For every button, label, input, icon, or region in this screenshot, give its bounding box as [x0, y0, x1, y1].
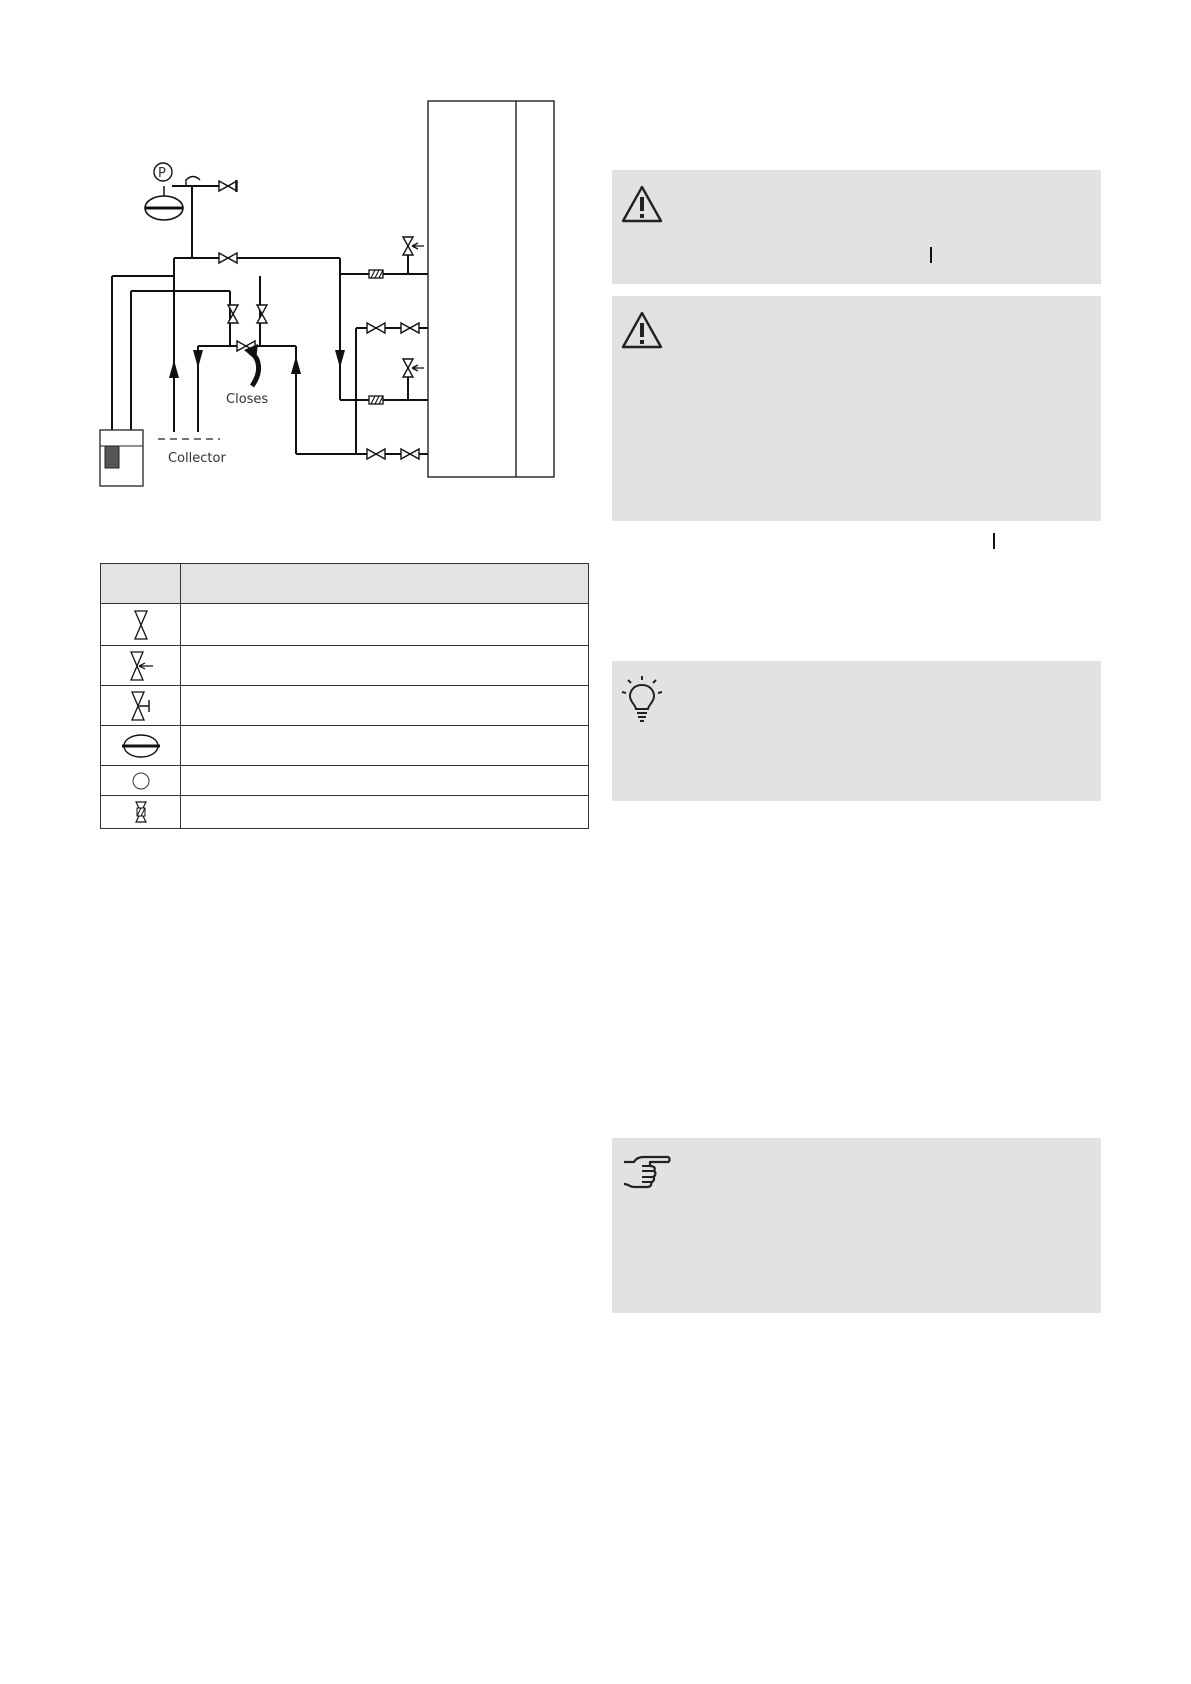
text-cursor-mark	[930, 247, 932, 263]
table-row	[101, 766, 589, 796]
pressure-label: P	[158, 166, 166, 181]
trim-valve-icon	[128, 690, 154, 722]
shut-off-valve-icon	[133, 609, 149, 641]
caution-box-1	[612, 170, 1101, 284]
warning-triangle-icon	[620, 184, 664, 224]
safety-valve-icon	[127, 650, 155, 682]
table-row	[101, 604, 589, 646]
expansion-vessel-icon	[121, 732, 161, 760]
pointing-hand-icon	[620, 1152, 672, 1192]
table-row	[101, 796, 589, 829]
particle-filter-icon	[369, 270, 383, 278]
tip-box	[612, 661, 1101, 801]
manometer-icon	[130, 770, 152, 792]
symbol-legend-table	[100, 563, 589, 829]
collector-label: Collector	[168, 451, 226, 466]
note-box	[612, 1138, 1101, 1313]
caution-box-2	[612, 296, 1101, 521]
table-row	[101, 686, 589, 726]
lightbulb-icon	[620, 675, 664, 725]
shut-off-valve-icon	[219, 253, 237, 263]
warning-triangle-icon	[620, 310, 664, 350]
heat-pump-unit	[428, 101, 554, 477]
closes-label: Closes	[226, 392, 269, 407]
table-row	[101, 726, 589, 766]
table-row	[101, 646, 589, 686]
particle-filter-icon	[133, 800, 149, 824]
heat-pump-collector-diagram	[0, 0, 600, 520]
text-cursor-mark	[993, 533, 995, 549]
